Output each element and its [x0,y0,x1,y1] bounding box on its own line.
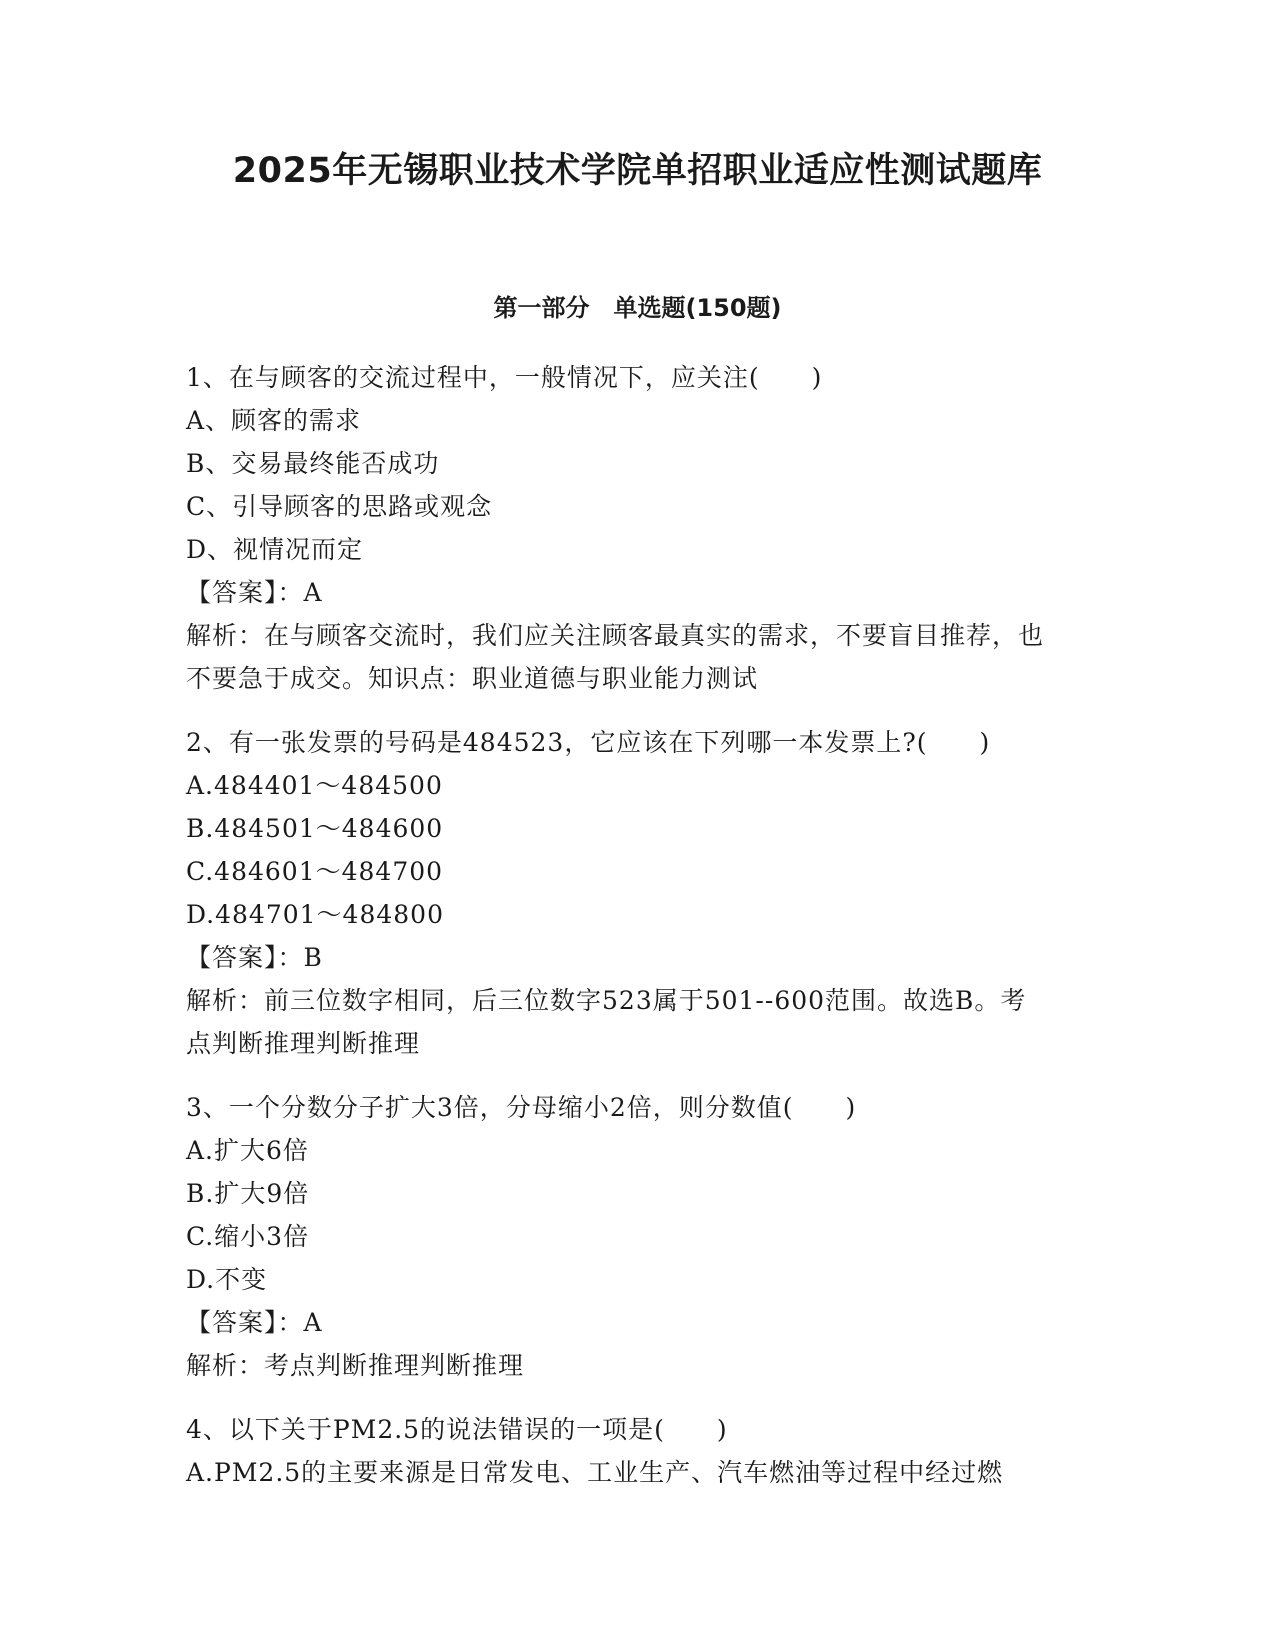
question-stem: 1、在与顾客的交流过程中，一般情况下，应关注( ) [186,363,823,392]
question-2 [186,721,1086,1065]
answer: 【答案】：A [186,578,323,607]
option-a: A.484401～484500 [186,771,443,800]
option-d: D.484701～484800 [186,900,444,929]
option-b: B.484501～484600 [186,814,444,843]
question-4 [186,1408,1086,1494]
document-title: 2025年无锡职业技术学院单招职业适应性测试题库 [232,151,1043,191]
option-a: A.PM2.5的主要来源是日常发电、工业生产、汽车燃油等过程中经过燃 [186,1458,1004,1487]
option-a: A.扩大6倍 [186,1136,309,1165]
analysis: 解析：前三位数字相同，后三位数字523属于501--600范围。故选B。考点判断推理判断推理 [186,986,1027,1058]
option-a: A、顾客的需求 [186,406,362,435]
question-list [186,356,1086,1494]
analysis: 解析：考点判断推理判断推理 [186,1351,525,1380]
answer: 【答案】：A [186,1308,323,1337]
answer: 【答案】：B [186,943,323,972]
option-b: B.扩大9倍 [186,1179,310,1208]
question-stem: 2、有一张发票的号码是484523，它应该在下列哪一本发票上?( ) [186,728,991,757]
option-d: D、视情况而定 [186,535,364,564]
option-b: B、交易最终能否成功 [186,449,440,478]
option-d: D.不变 [186,1265,268,1294]
question-3 [186,1086,1086,1387]
option-c: C、引导顾客的思路或观念 [186,492,493,521]
question-stem: 4、以下关于PM2.5的说法错误的一项是( ) [186,1415,728,1444]
option-c: C.缩小3倍 [186,1222,310,1251]
analysis: 解析：在与顾客交流时，我们应关注顾客最真实的需求，不要盲目推荐，也不要急于成交。知识点：职业道德与职业能力测试 [186,621,1045,693]
question-stem: 3、一个分数分子扩大3倍，分母缩小2倍，则分数值( ) [186,1093,857,1122]
section-title: 第一部分 单选题(150题) [493,294,782,322]
option-c: C.484601～484700 [186,857,444,886]
question-1 [186,356,1086,700]
